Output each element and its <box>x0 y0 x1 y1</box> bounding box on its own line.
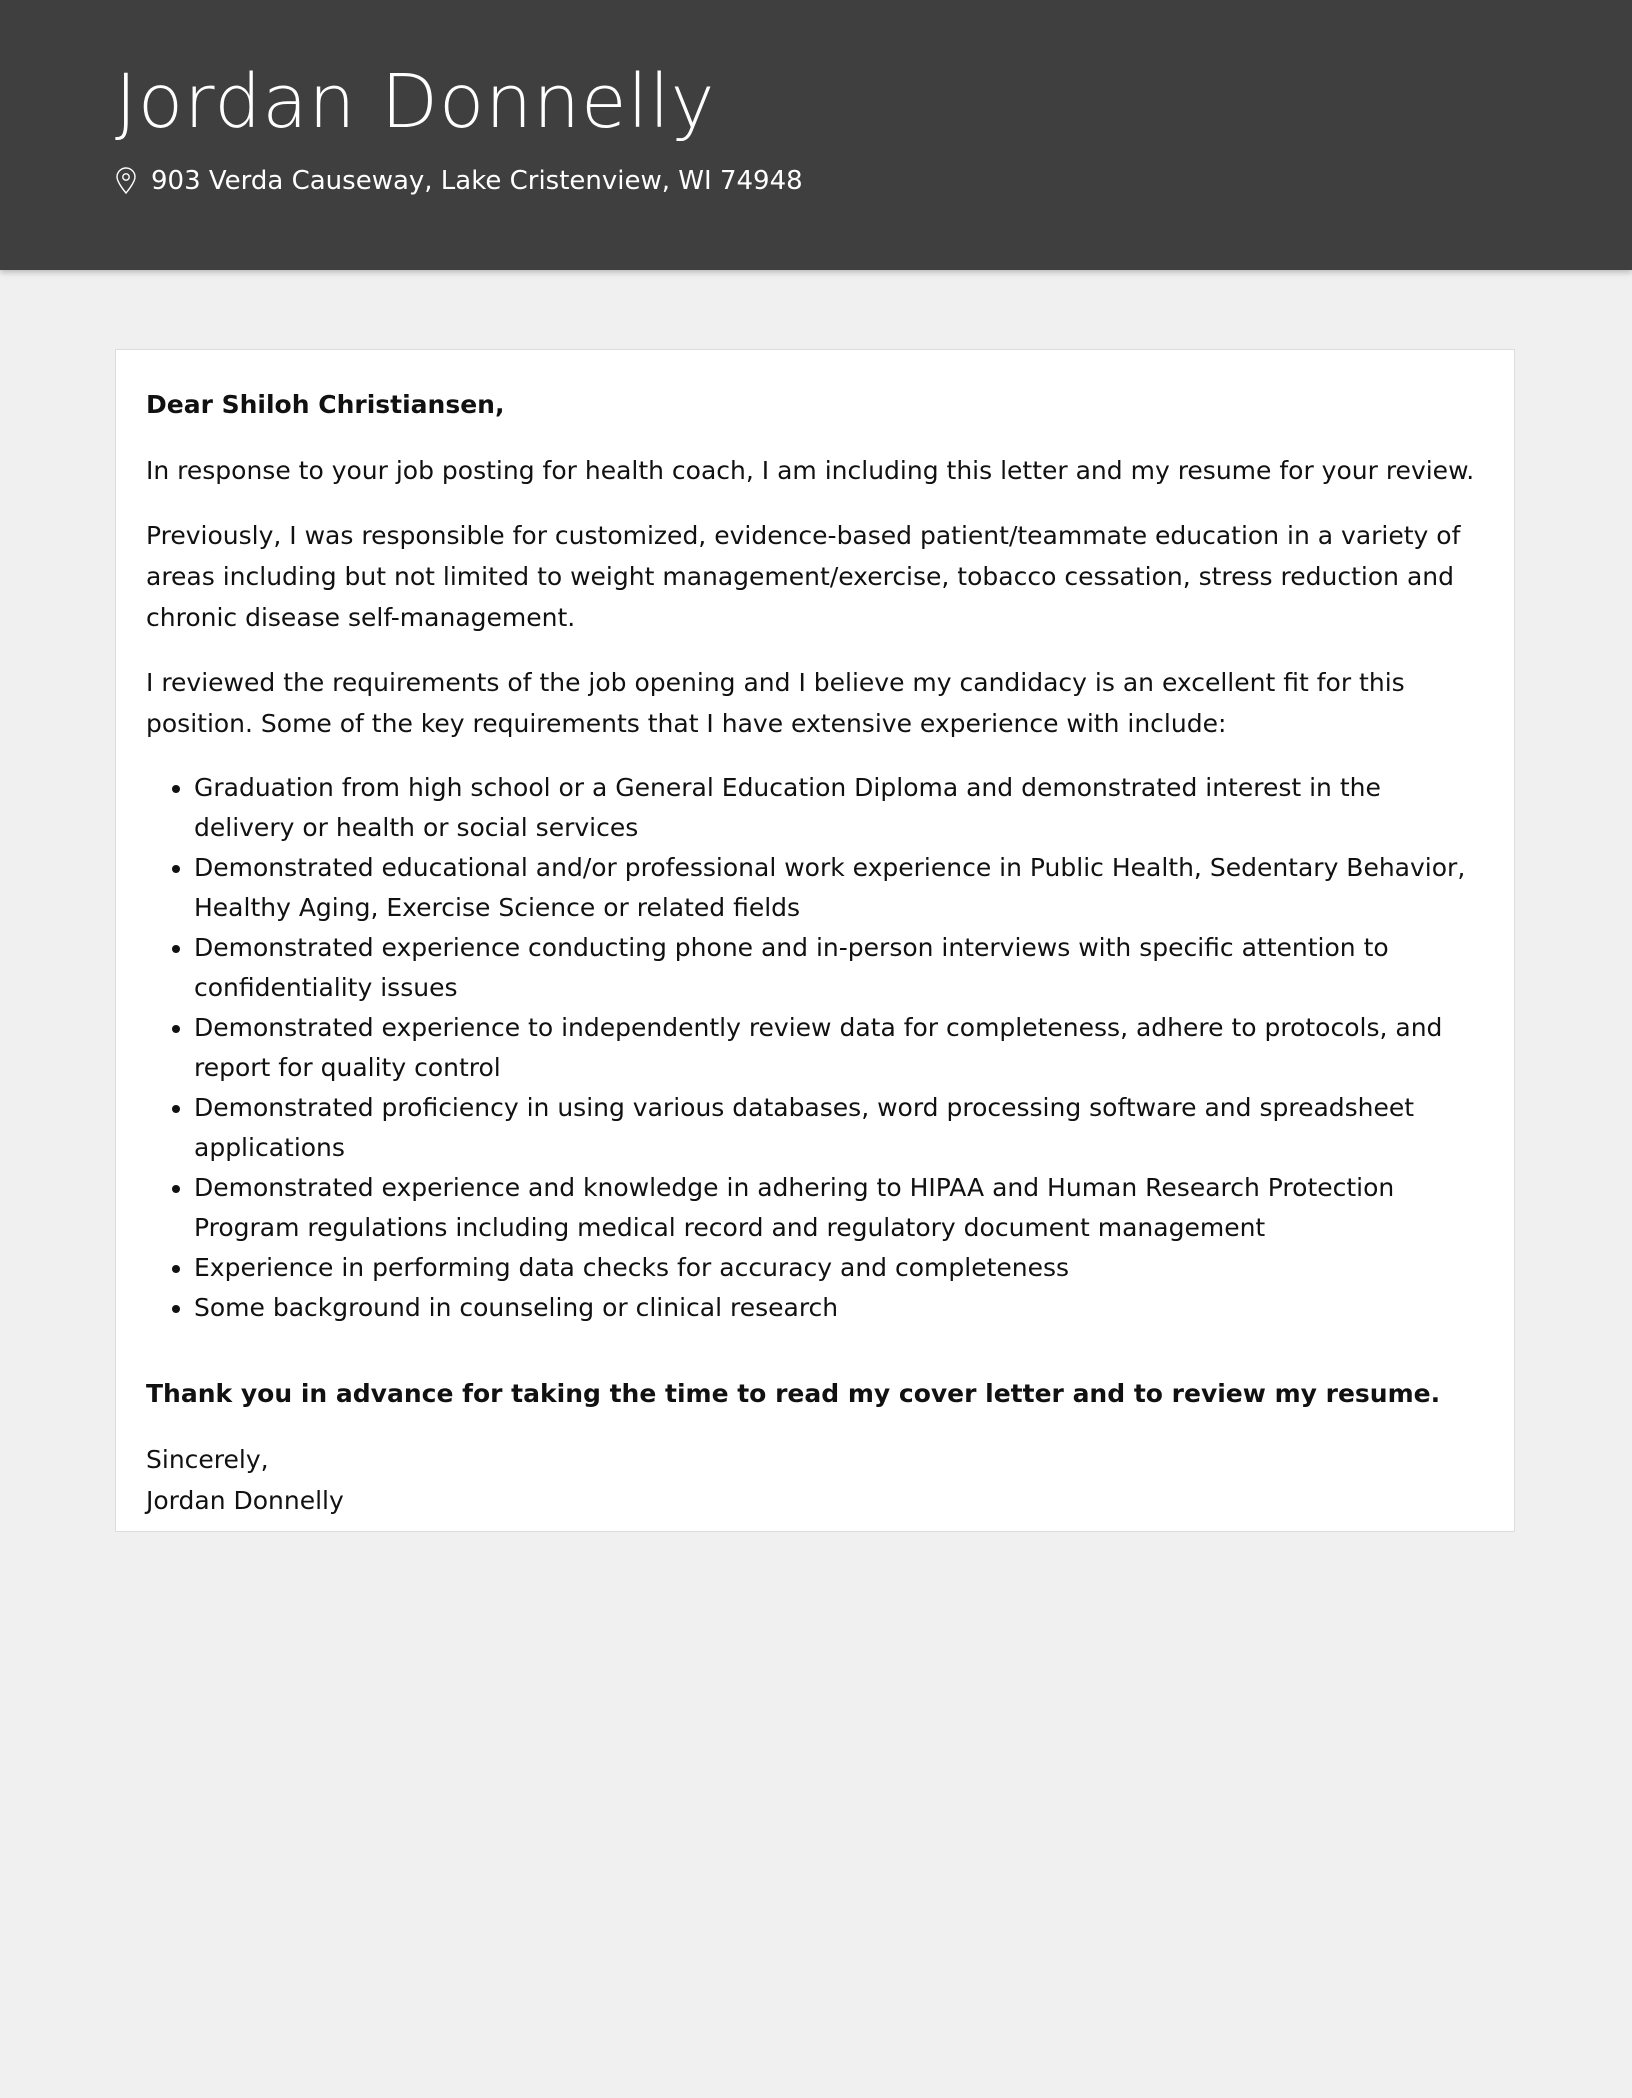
list-item: • Some background in counseling or clinical research <box>194 1288 1484 1328</box>
header-banner <box>0 0 1632 270</box>
closing: Sincerely, <box>146 1445 269 1474</box>
list-item: • Graduation from high school or a General Education Diploma and demonstrated interest in the delivery or health or social services <box>194 768 1484 848</box>
requirements-list <box>146 768 1484 1328</box>
list-item: • Demonstrated experience to independently review data for completeness, adhere to protocols, and report for quality control <box>194 1008 1484 1088</box>
requirements-intro-paragraph: I reviewed the requirements of the job opening and I believe my candidacy is an excellent fit for this position. Some of the key requirements that I have extensive experience with include: <box>146 668 1405 738</box>
list-item: • Demonstrated proficiency in using various databases, word processing software and spreadsheet applications <box>194 1088 1484 1168</box>
thank-you-line: Thank you in advance for taking the time to read my cover letter and to review my resume. <box>146 1379 1441 1408</box>
intro-paragraph: In response to your job posting for health coach, I am including this letter and my resume for your review. <box>146 456 1475 485</box>
list-item: • Experience in performing data checks for accuracy and completeness <box>194 1248 1484 1288</box>
experience-paragraph: Previously, I was responsible for customized, evidence-based patient/teammate education in a variety of areas including but not limited to weight management/exercise, tobacco cessation, stress reduction and chronic disease self-management. <box>146 521 1461 632</box>
list-item: • Demonstrated experience and knowledge in adhering to HIPAA and Human Research Protection Program regulations including medical record and regulatory document management <box>194 1168 1484 1248</box>
list-item: • Demonstrated experience conducting phone and in-person interviews with specific attention to confidentiality issues <box>194 928 1484 1008</box>
address-row <box>115 166 803 196</box>
applicant-name: Jordan Donnelly <box>115 59 716 145</box>
cover-letter-card <box>115 349 1515 1532</box>
list-item: • Demonstrated educational and/or professional work experience in Public Health, Sedentary Behavior, Healthy Aging, Exercise Science or related fields <box>194 848 1484 928</box>
address-text: 903 Verda Causeway, Lake Cristenview, WI 74948 <box>151 166 803 196</box>
signature-name: Jordan Donnelly <box>146 1486 344 1515</box>
greeting: Dear Shiloh Christiansen, <box>146 390 505 419</box>
map-pin-icon <box>115 167 137 195</box>
